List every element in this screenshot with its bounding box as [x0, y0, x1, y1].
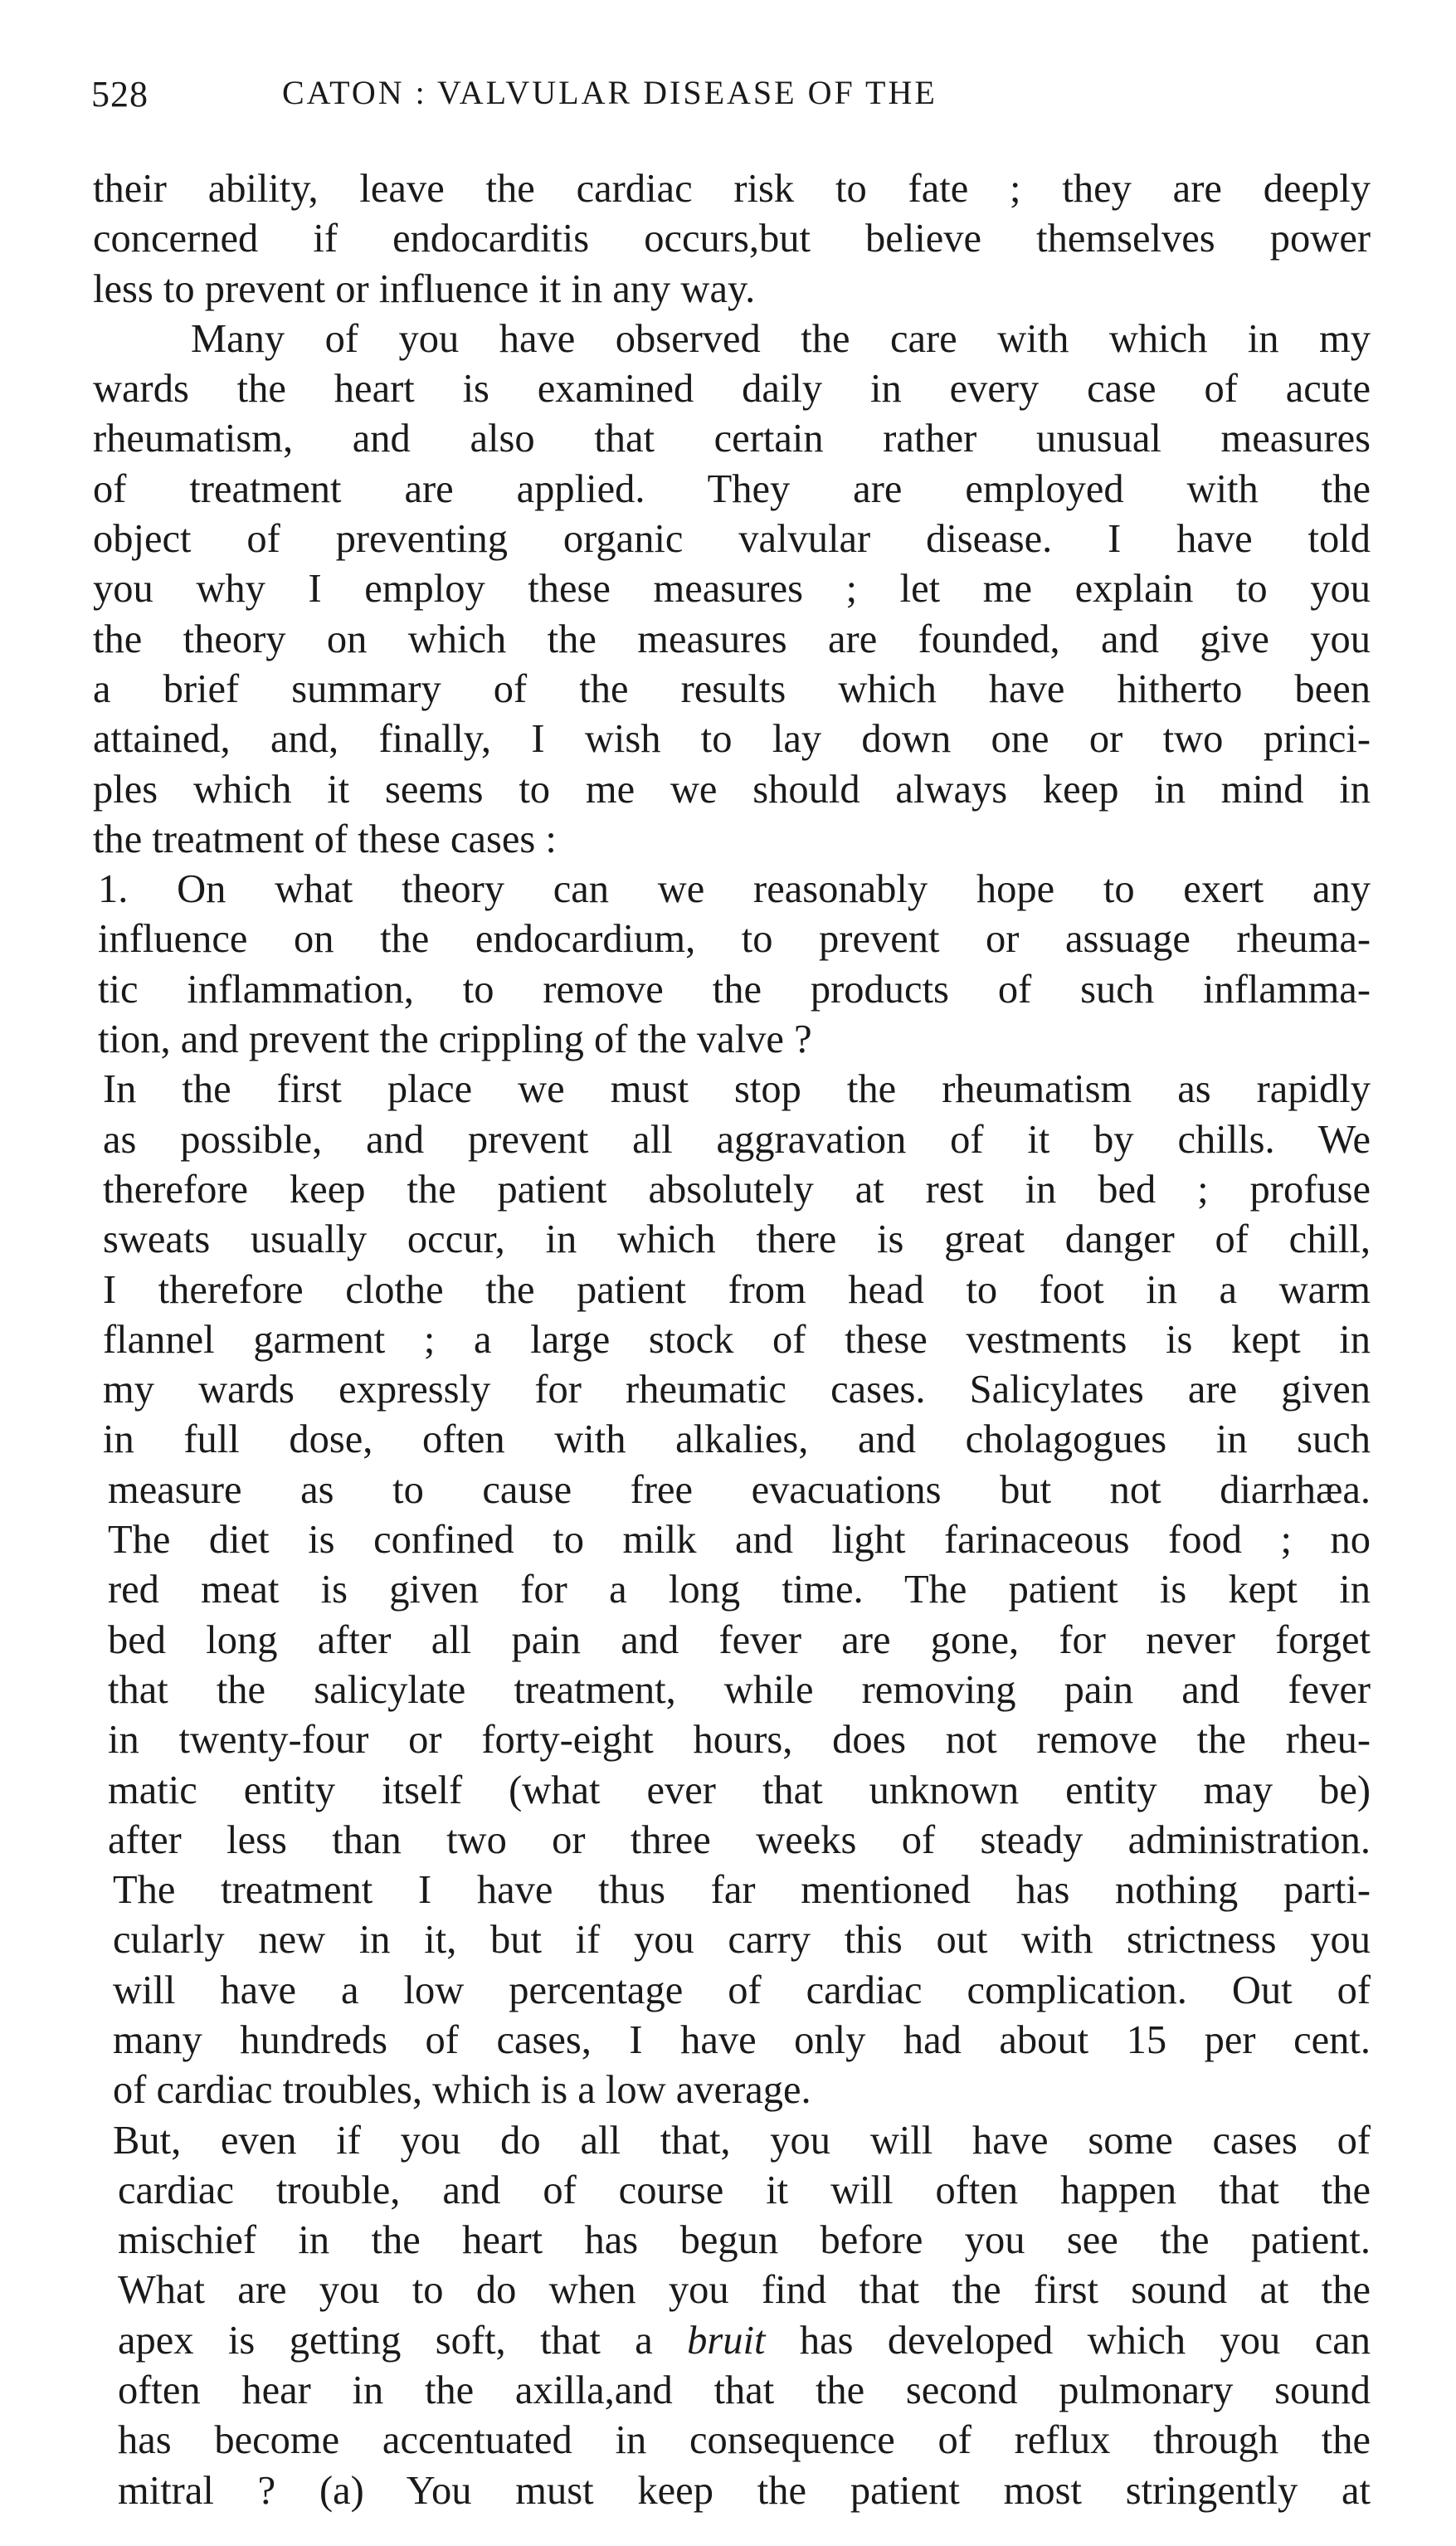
text-line: as possible, and prevent all aggravation of it by chills. We — [103, 1117, 1371, 1162]
text-segment: apex is getting soft, that a — [118, 2318, 653, 2363]
text-line: rheumatism, and also that certain rather unusual measures — [93, 417, 1371, 461]
text-line: red meat is given for a long time. The patient is kept in — [108, 1568, 1371, 1612]
text-line: after less than two or three weeks of steady administration. — [108, 1817, 1371, 1862]
text-line: 1. On what theory can we reasonably hope to exert any — [98, 867, 1371, 912]
text-line: will have a low percentage of cardiac complication. Out of — [113, 1968, 1371, 2012]
text-line: cularly new in it, but if you carry this out with strictness you — [113, 1918, 1371, 1963]
text-line: the theory on which the measures are founded, and give you — [93, 617, 1371, 661]
text-line: bed long after all pain and fever are gone, for never forget — [108, 1617, 1371, 1662]
text-segment: has developed which you can — [799, 2318, 1371, 2363]
text-line: you why I employ these measures ; let me explain to you — [93, 567, 1371, 612]
text-line: What are you to do when you find that the first sound at the — [118, 2268, 1371, 2313]
text-line: that the salicylate treatment, while removing pain and fever — [108, 1667, 1371, 1712]
text-line: their ability, leave the cardiac risk to fate ; they are deeply — [93, 167, 1371, 211]
text-line: of treatment are applied. They are employed with the — [93, 466, 1371, 511]
text-line: therefore keep the patient absolutely at rest in bed ; profuse — [103, 1167, 1371, 1212]
italic-word-bruit: bruit — [687, 2318, 766, 2363]
text-line: a brief summary of the results which have hitherto been — [93, 666, 1371, 711]
text-line: I therefore clothe the patient from head to foot in a warm — [103, 1267, 1371, 1312]
text-line: matic entity itself (what ever that unknown entity may be) — [108, 1768, 1371, 1812]
text-line: mitral ? (a) You must keep the patient most stringently at — [118, 2468, 1371, 2513]
body-text — [93, 164, 1371, 2516]
text-line: tion, and prevent the crippling of the valve ? — [98, 1017, 812, 1062]
text-line: in full dose, often with alkalies, and cholagogues in such — [103, 1417, 1371, 1462]
text-line: has become accentuated in consequence of reflux through the — [118, 2418, 1371, 2463]
text-line: sweats usually occur, in which there is great danger of chill, — [103, 1217, 1371, 1262]
text-line: tic inflammation, to remove the products of such inflamma- — [98, 967, 1371, 1012]
text-line: influence on the endocardium, to prevent or assuage rheuma- — [98, 917, 1371, 962]
text-line: The treatment I have thus far mentioned has nothing parti- — [113, 1868, 1371, 1913]
paragraph-first-place — [93, 1065, 1371, 2115]
text-line: flannel garment ; a large stock of these vestments is kept in — [103, 1317, 1371, 1362]
text-line: measure as to cause free evacuations but not diarrhæa. — [108, 1467, 1371, 1512]
text-line: attained, and, finally, I wish to lay down one or two princi- — [93, 717, 1371, 762]
text-line: ples which it seems to me we should always keep in mind in — [93, 767, 1371, 812]
paragraph-question-1 — [93, 865, 1371, 1065]
text-line: In the first place we must stop the rheumatism as rapidly — [103, 1067, 1371, 1112]
running-title: CATON : VALVULAR DISEASE OF THE — [282, 74, 937, 111]
text-line: concerned if endocarditis occurs,but believe themselves power — [93, 217, 1371, 261]
paragraph-opening — [93, 164, 1371, 315]
text-line: cardiac trouble, and of course it will often happen that the — [118, 2168, 1371, 2212]
text-line: The diet is confined to milk and light farinaceous food ; no — [108, 1518, 1371, 1563]
text-line: in twenty-four or forty-eight hours, does not remove the rheu- — [108, 1718, 1371, 1763]
page-number: 528 — [91, 74, 149, 115]
text-line: less to prevent or influence it in any way. — [93, 266, 756, 311]
text-line: Many of you have observed the care with which in my — [191, 316, 1371, 361]
paragraph-wards — [93, 315, 1371, 865]
text-line: mischief in the heart has begun before you see the patient. — [118, 2218, 1371, 2263]
text-line: the treatment of these cases : — [93, 817, 557, 861]
text-line: often hear in the axilla,and that the second pulmonary sound — [118, 2368, 1371, 2413]
text-line: my wards expressly for rheumatic cases. Salicylates are given — [103, 1368, 1371, 1412]
text-line: of cardiac troubles, which is a low average. — [113, 2068, 811, 2113]
text-line: many hundreds of cases, I have only had about 15 per cent. — [113, 2017, 1371, 2062]
paragraph-even-if — [93, 2116, 1371, 2516]
running-header — [91, 73, 1385, 123]
text-line: wards the heart is examined daily in every case of acute — [93, 367, 1371, 412]
text-line-with-italic — [93, 2316, 1371, 2366]
text-line: But, even if you do all that, you will have some cases of — [113, 2118, 1371, 2163]
text-line: object of preventing organic valvular disease. I have told — [93, 517, 1371, 562]
